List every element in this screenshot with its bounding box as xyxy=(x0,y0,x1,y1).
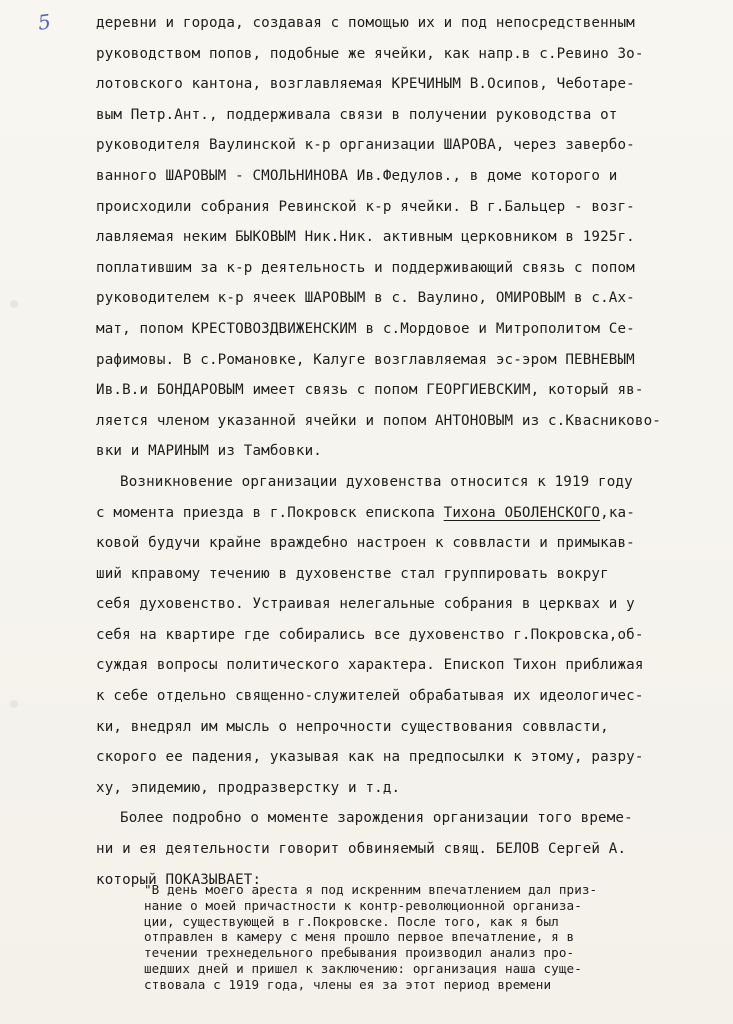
text-line: ший кправому течению в духовенстве стал группировать вокруг xyxy=(96,565,609,582)
text-line: себя на квартире где собирались все духовенство г.Покровска,об- xyxy=(96,626,644,643)
text-line: лотовского кантона, возглавляемая КРЕЧИНЫМ В.Осипов, Чеботаре- xyxy=(96,76,635,93)
text-line: себя духовенство. Устраивая нелегальные собрания в церквах и у xyxy=(96,596,635,613)
text-line: ванного ШАРОВЫМ - СМОЛЬНИНОВА Ив.Федулов., в доме которого и xyxy=(96,167,618,184)
text-line: руководством попов, подобные же ячейки, как напр.в с.Ревино Зо- xyxy=(96,45,644,62)
text-line: поплатившим за к-р деятельность и поддерживающий связь с попом xyxy=(96,259,635,276)
underlined-name: Тихона ОБОЛЕНСКОГО xyxy=(443,504,601,521)
text-line: происходили собрания Ревинской к-р ячейки. В г.Бальцер - возг- xyxy=(96,198,635,215)
page-number: 5 xyxy=(36,9,53,35)
text-line: скорого ее падения, указывая как на предпосылки к этому, разру- xyxy=(96,749,644,766)
text-line: рафимовы. В с.Романовке, Калуге возглавляемая эс-эром ПЕВНЕВЫМ xyxy=(96,351,635,368)
text-line: вым Петр.Ант., поддерживала связи в получении руководства от xyxy=(96,106,618,123)
text-segment: ,ка- xyxy=(600,504,635,521)
text-line: Ив.В.и БОНДАРОВЫМ имеет связь с попом ГЕОРГИЕВСКИМ, который яв- xyxy=(96,382,644,399)
text-line: который ПОКАЗЫВАЕТ: xyxy=(96,871,262,888)
text-line: руководителем к-р ячеек ШАРОВЫМ в с. Ваулино, ОМИРОВЫМ в с.Ах- xyxy=(96,290,635,307)
text-line: ни и ея деятельности говорит обвиняемый свящ. БЕЛОВ Сергей А. xyxy=(96,841,627,858)
text-line: мат, попом КРЕСТОВОЗДВИЖЕНСКИМ в с.Мордовое и Митрополитом Се- xyxy=(96,320,635,337)
quote-line: ствовала с 1919 года, члены ея за этот период времени xyxy=(144,976,552,992)
quote-line: отправлен в камеру с меня прошло первое впечатление, я в xyxy=(144,929,575,945)
paragraph xyxy=(96,8,708,467)
text-line: деревни и города, создавая с помощью их и под непосредственным xyxy=(96,15,635,31)
text-line: ки, внедрял им мысль о непрочности существования соввласти, xyxy=(96,718,609,735)
text-line: Возникновение организации духовенства относится к 1919 году xyxy=(120,473,633,490)
punch-hole-mark xyxy=(10,700,18,708)
punch-hole-mark xyxy=(10,300,18,308)
text-line: руководителя Ваулинской к-р организации ШАРОВА, через завербо- xyxy=(96,137,635,154)
text-line: Более подробно о моменте зарождения организации того време- xyxy=(120,810,633,827)
typed-text-body xyxy=(96,8,708,895)
text-line xyxy=(96,498,708,529)
text-line: ляется членом указанной ячейки и попом АНТОНОВЫМ из с.Квасниково- xyxy=(96,412,661,429)
text-line: суждая вопросы политического характера. Епископ Тихон приближая xyxy=(96,657,644,674)
paragraph xyxy=(96,467,708,804)
text-segment: с момента приезда в г.Покровск епископа xyxy=(96,504,444,521)
quote-line: шедших дней и пришел к заключению: организация наша суще- xyxy=(144,960,582,976)
quote-line: ции, существующей в г.Покровске. После того, как я был xyxy=(144,913,559,929)
text-line: вки и МАРИНЫМ из Тамбовки. xyxy=(96,443,322,460)
quote-line: нание о моей причастности к контр-революционной организа- xyxy=(144,897,582,913)
testimony-quote xyxy=(144,882,714,993)
text-line: ковой будучи крайне враждебно настроен к соввласти и примыкав- xyxy=(96,535,635,552)
text-line: ху, эпидемию, продразверстку и т.д. xyxy=(96,779,401,796)
quote-line: течении трехнедельного пребывания производил анализ про- xyxy=(144,945,575,961)
quote-line: "В день моего ареста я под искренним впечатлением дал приз- xyxy=(144,882,598,897)
text-line: к себе отдельно священно-служителей обрабатывая их идеологичес- xyxy=(96,688,644,705)
text-line: лавляемая неким БЫКОВЫМ Ник.Ник. активным церковником в 1925г. xyxy=(96,229,635,246)
